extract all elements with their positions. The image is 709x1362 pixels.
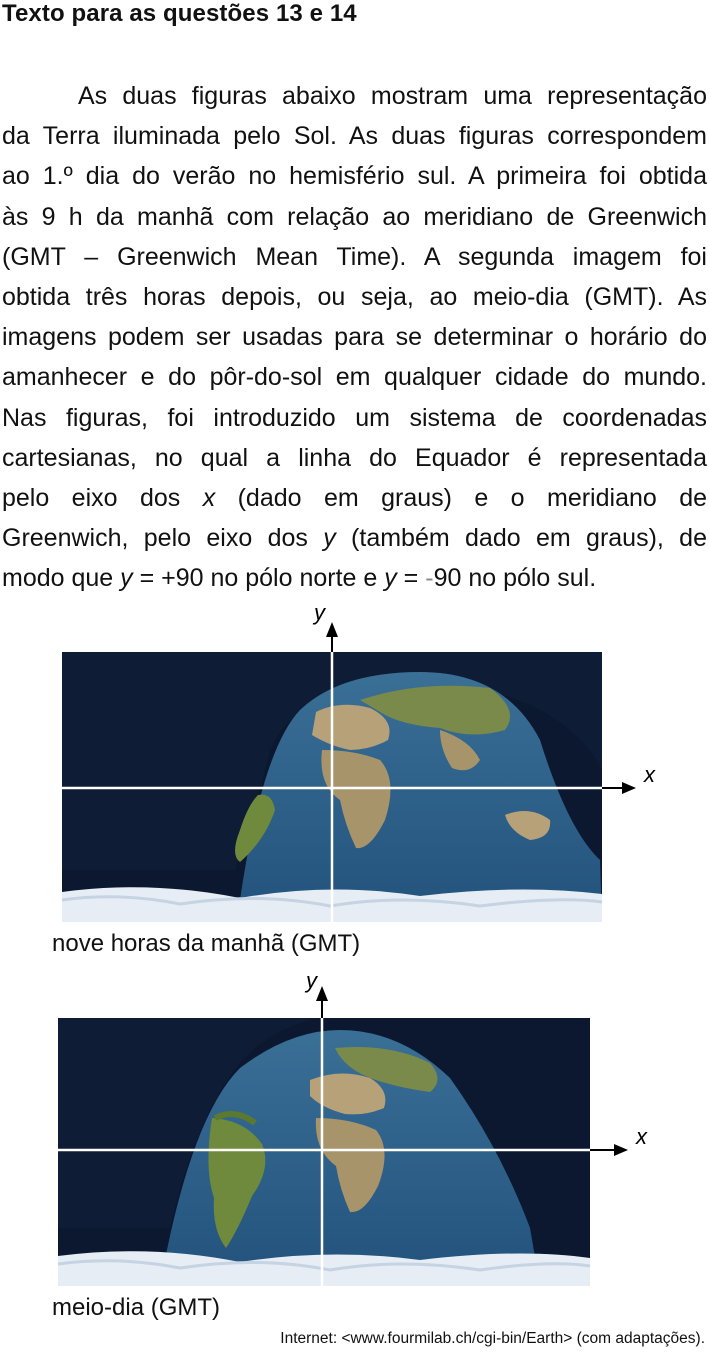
paragraph-line: Nas figuras, foi introduzido um sistema de coordenadas — [2, 403, 707, 432]
x-axis-label: x — [644, 762, 655, 787]
paragraph-line: As duas figuras abaixo mostram uma representação — [78, 82, 707, 110]
variable-y: y — [120, 564, 133, 593]
paragraph-line — [2, 558, 707, 598]
paragraph-line — [2, 518, 707, 558]
paragraph-line: cartesianas, no qual a linha do Equador é representada — [2, 443, 707, 472]
paragraph-line: amanhecer e do pôr-do-sol em qualquer cidade do mundo. — [2, 363, 707, 392]
text-run: (também dado em graus), de — [335, 524, 707, 553]
text-run: = — [396, 564, 426, 593]
variable-x: x — [202, 483, 216, 512]
text-run: pelo eixo dos — [2, 483, 203, 512]
text-run: = +90 no pólo norte e — [132, 564, 385, 593]
paragraph-line: da Terra iluminada pelo Sol. As duas figuras correspondem — [2, 122, 707, 151]
figure1-caption: nove horas da manhã (GMT) — [52, 930, 361, 957]
text-run: (dado em graus) e o meridiano de — [215, 483, 708, 512]
paragraph-line — [2, 478, 707, 518]
text-run: modo que — [2, 564, 121, 593]
x-axis-arrowhead — [622, 782, 636, 794]
y-axis-label: y — [306, 968, 317, 993]
y-axis-arrowhead — [316, 986, 328, 1001]
figure-nine-am — [0, 600, 709, 930]
source-credit: Internet: <www.fourmilab.ch/cgi-bin/Earth> (com adaptações). — [280, 1330, 705, 1347]
x-axis-label: x — [636, 1124, 647, 1149]
x-axis-arrowhead — [614, 1144, 628, 1156]
paragraph-line: obtida três horas depois, ou seja, ao meio-dia (GMT). As — [2, 282, 707, 311]
variable-y: y — [384, 564, 397, 593]
minus-sign: - — [425, 564, 434, 593]
paragraph-line: imagens podem ser usadas para se determinar o horário do — [2, 323, 707, 352]
text-run: 90 no pólo sul. — [433, 564, 597, 593]
y-axis-arrowhead — [326, 622, 338, 637]
y-axis-label: y — [314, 600, 325, 625]
earth-map-image — [58, 1018, 590, 1286]
figure-noon — [0, 968, 709, 1298]
paragraph-line: ao 1.º dia do verão no hemisfério sul. A primeira foi obtida — [2, 162, 707, 191]
paragraph-line: às 9 h da manhã com relação ao meridiano de Greenwich — [2, 202, 707, 231]
intro-paragraph — [2, 76, 707, 598]
variable-y: y — [323, 524, 336, 553]
text-run: Greenwich, pelo eixo dos — [2, 524, 324, 553]
figure2-caption: meio-dia (GMT) — [52, 1294, 221, 1321]
paragraph-line: (GMT – Greenwich Mean Time). A segunda imagem foi — [2, 242, 707, 271]
section-heading: Texto para as questões 13 e 14 — [2, 0, 357, 27]
